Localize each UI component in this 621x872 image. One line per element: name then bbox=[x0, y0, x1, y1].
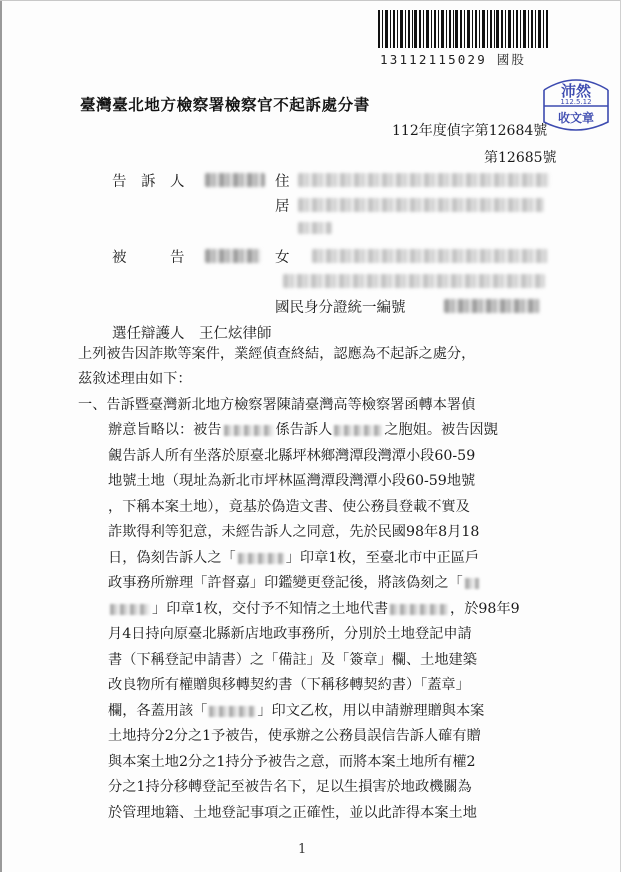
redacted-complainant-address bbox=[298, 173, 550, 187]
complainant-label: 告 訴 人 bbox=[112, 174, 185, 190]
defendant-gender: 女 bbox=[275, 250, 290, 266]
redacted-complainant-name-inline bbox=[334, 425, 382, 436]
redacted-seal-name-2a bbox=[465, 578, 479, 589]
body-line-01: 上列被告因詐欺等案件，業經偵查終結，認應為不起訴之處分， bbox=[78, 346, 476, 362]
body-line-10a: 政事務所辦理「許督嘉」印鑑變更登記後，將該偽刻之「 bbox=[108, 575, 463, 591]
page-number: 1 bbox=[298, 842, 307, 857]
redacted-defendant-id bbox=[444, 299, 540, 313]
body-line-08: 詐欺得利等犯意，未經告訴人之同意，先於民國98年8月18 bbox=[108, 524, 480, 540]
barcode bbox=[378, 10, 550, 48]
body-line-04 bbox=[108, 418, 498, 444]
document-title: 臺灣臺北地方檢察署檢察官不起訴處分書 bbox=[80, 95, 370, 114]
body-line-09a: 日，偽刻告訴人之「 bbox=[108, 550, 236, 566]
defendant-id-label: 國民身分證統一編號 bbox=[275, 300, 406, 316]
body-line-11 bbox=[108, 597, 520, 623]
redacted-seal-name-3 bbox=[209, 706, 255, 717]
redacted-defendant-birth bbox=[312, 249, 548, 263]
body-line-15 bbox=[108, 699, 484, 725]
stamp-date: 112.5.12 bbox=[560, 98, 592, 106]
page-edge-top bbox=[0, 0, 621, 1]
body-line-17: 與本案土地2分之1持分予被告之意，而將本案土地所有權2 bbox=[108, 754, 476, 770]
complainant-residence-label: 住 bbox=[275, 174, 290, 190]
received-stamp bbox=[538, 66, 614, 140]
redacted-agent-name bbox=[390, 604, 448, 615]
complainant-dwelling-label: 居 bbox=[275, 199, 290, 215]
body-line-11a: 」印章1枚，交付予不知情之土地代書 bbox=[152, 601, 389, 617]
redacted-complainant-dwelling-cont bbox=[298, 222, 332, 234]
body-line-04a: 辦意旨略以：被告 bbox=[108, 422, 222, 438]
body-line-12: 月4日持向原臺北縣新店地政事務所，分別於土地登記申請 bbox=[108, 626, 472, 642]
body-line-16: 土地持分2分之1予被告，使承辦之公務員誤信告訴人確有贈 bbox=[108, 728, 481, 744]
redacted-seal-name-1 bbox=[238, 553, 284, 564]
body-line-09b: 」印章1枚，至臺北市中正區戶 bbox=[285, 550, 480, 566]
redacted-defendant-name bbox=[205, 249, 261, 263]
body-line-09 bbox=[108, 546, 479, 572]
redacted-seal-name-2b bbox=[110, 604, 150, 615]
body-line-14: 改良物所有權贈與移轉契約書（下稱移轉契約書）「蓋章」 bbox=[108, 677, 470, 693]
barcode-number: 13112115029 國股 bbox=[380, 52, 527, 67]
stamp-text-top: 沛然 bbox=[560, 82, 592, 100]
defense-counsel: 選任辯護人 王仁炫律師 bbox=[112, 326, 272, 342]
body-line-07: ，下稱本案土地），竟基於偽造文書、使公務員登載不實及 bbox=[108, 499, 470, 515]
body-line-10 bbox=[108, 571, 481, 597]
redacted-defendant-name-inline bbox=[224, 425, 274, 436]
defendant-label: 被 告 bbox=[112, 250, 185, 266]
body-line-19: 於管理地籍、土地登記事項之正確性，並以此詐得本案土地 bbox=[108, 805, 477, 821]
body-line-05: 覦告訴人所有坐落於原臺北縣坪林鄉灣潭段灣潭小段60-59 bbox=[108, 448, 476, 464]
body-line-11b: ，於98年9 bbox=[450, 601, 520, 617]
body-line-18: 分之1持分移轉登記至被告名下，足以生損害於地政機關為 bbox=[108, 779, 472, 795]
body-line-04b: 係告訴人 bbox=[275, 422, 333, 438]
body-line-13: 書（下稱登記申請書）之「備註」及「簽章」欄、土地建築 bbox=[108, 652, 477, 668]
redacted-complainant-dwelling bbox=[298, 198, 544, 212]
case-number-1: 112年度偵字第12684號 bbox=[392, 123, 548, 139]
page-edge-left bbox=[0, 0, 2, 872]
body-line-15b: 」印文乙枚，用以申請辦理贈與本案 bbox=[257, 703, 485, 719]
stamp-text-bottom: 收文章 bbox=[557, 111, 595, 125]
body-line-15a: 欄，各蓋用該「 bbox=[108, 703, 208, 719]
body-line-02: 茲敘述理由如下： bbox=[78, 371, 192, 387]
body-line-06: 地號土地（現址為新北市坪林區灣潭段灣潭小段60-59地號 bbox=[108, 473, 476, 489]
redacted-complainant-name bbox=[205, 173, 265, 187]
body-line-03: 一、告訴暨臺灣新北地方檢察署陳請臺灣高等檢察署函轉本署偵 bbox=[78, 397, 476, 413]
case-number-2: 第12685號 bbox=[484, 150, 557, 166]
redacted-defendant-address bbox=[283, 274, 545, 288]
body-line-04c: 之胞姐。被告因覬 bbox=[384, 422, 498, 438]
